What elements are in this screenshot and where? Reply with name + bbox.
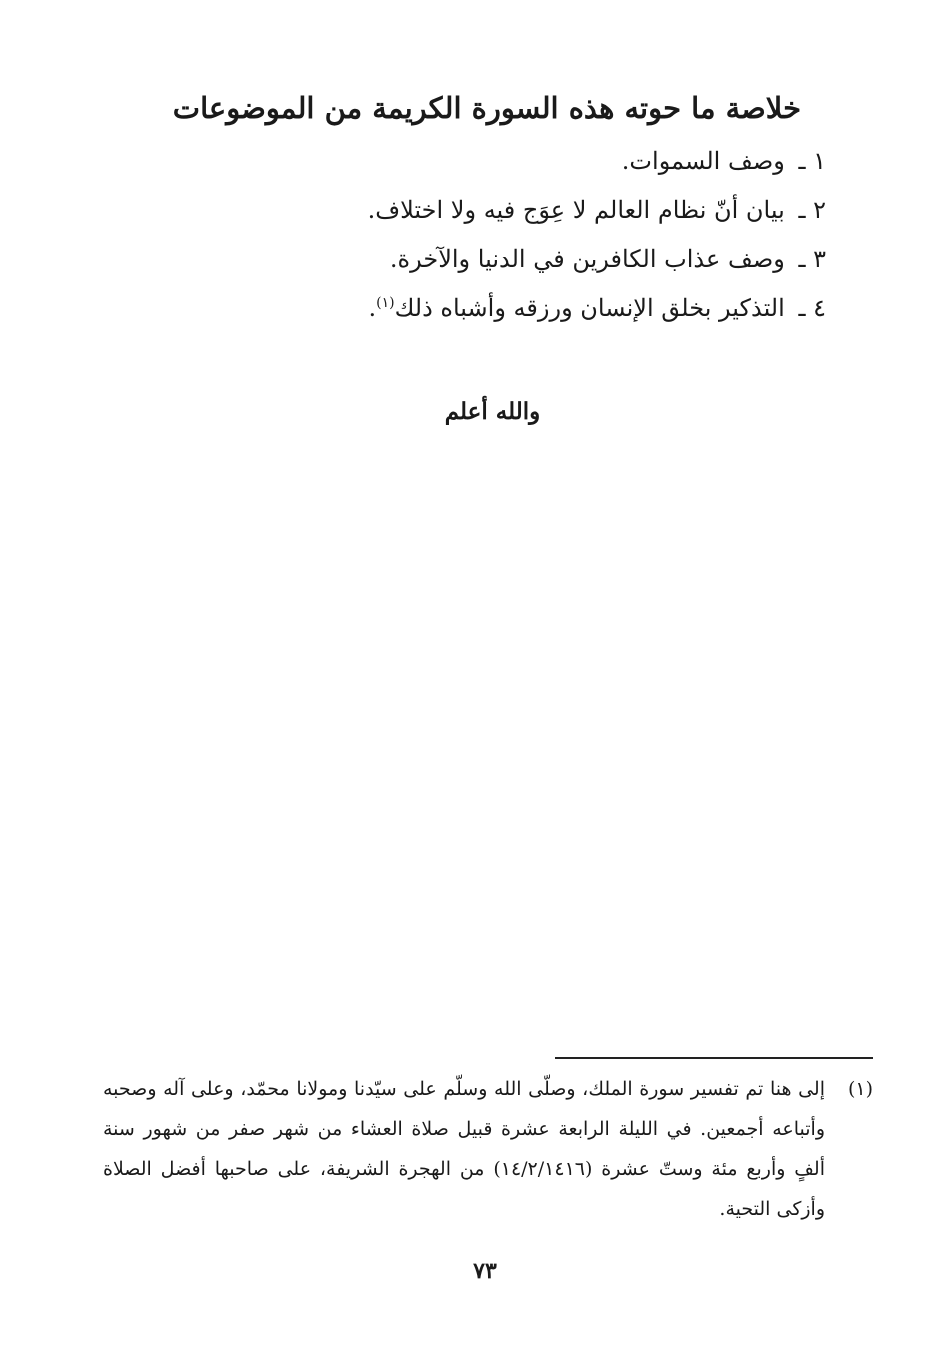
footnote: [103, 1069, 873, 1229]
list-item: [266, 287, 826, 336]
item-text: التذكير بخلق الإنسان ورزقه وأشباه ذلك: [394, 294, 785, 322]
item-text: بيان أنّ نظام العالم لا عِوَج فيه ولا اختلاف.: [367, 196, 785, 224]
page-title: خلاصة ما حوته هذه السورة الكريمة من الموضوعات: [172, 91, 801, 125]
footnote-text: إلى هنا تم تفسير سورة الملك، وصلّى الله وسلّم على سيّدنا ومولانا محمّد، وعلى آله وصحبه وأتباعه أجمعين. في الليلة الرابعة عشرة قبيل صلاة العشاء من شهر صفر من شهور سنة ألفٍ وأربع مئة وستّ عشرة (١٤/٢/١٤١٦) من الهجرة الشريفة، على صاحبها أفضل الصلاة وأزكى التحية.: [103, 1078, 825, 1220]
topics-list: [266, 140, 826, 336]
footnote-marker: (١): [847, 1078, 873, 1100]
footnote-reference: (١): [376, 295, 395, 311]
item-text: وصف عذاب الكافرين في الدنيا والآخرة.: [389, 245, 785, 273]
list-item: [266, 189, 826, 238]
list-item: [266, 140, 826, 189]
item-text: وصف السموات.: [621, 147, 785, 175]
footnote-divider: [555, 1057, 873, 1059]
item-number: ٤ ـ: [798, 294, 826, 322]
item-number: ٣ ـ: [798, 245, 826, 273]
item-number: ١ ـ: [798, 147, 826, 175]
item-number: ٢ ـ: [798, 196, 826, 224]
list-item: [266, 238, 826, 287]
page-number: ٧٣: [473, 1258, 497, 1284]
closing-phrase: والله أعلم: [444, 398, 541, 425]
item-tail: .: [368, 294, 377, 322]
